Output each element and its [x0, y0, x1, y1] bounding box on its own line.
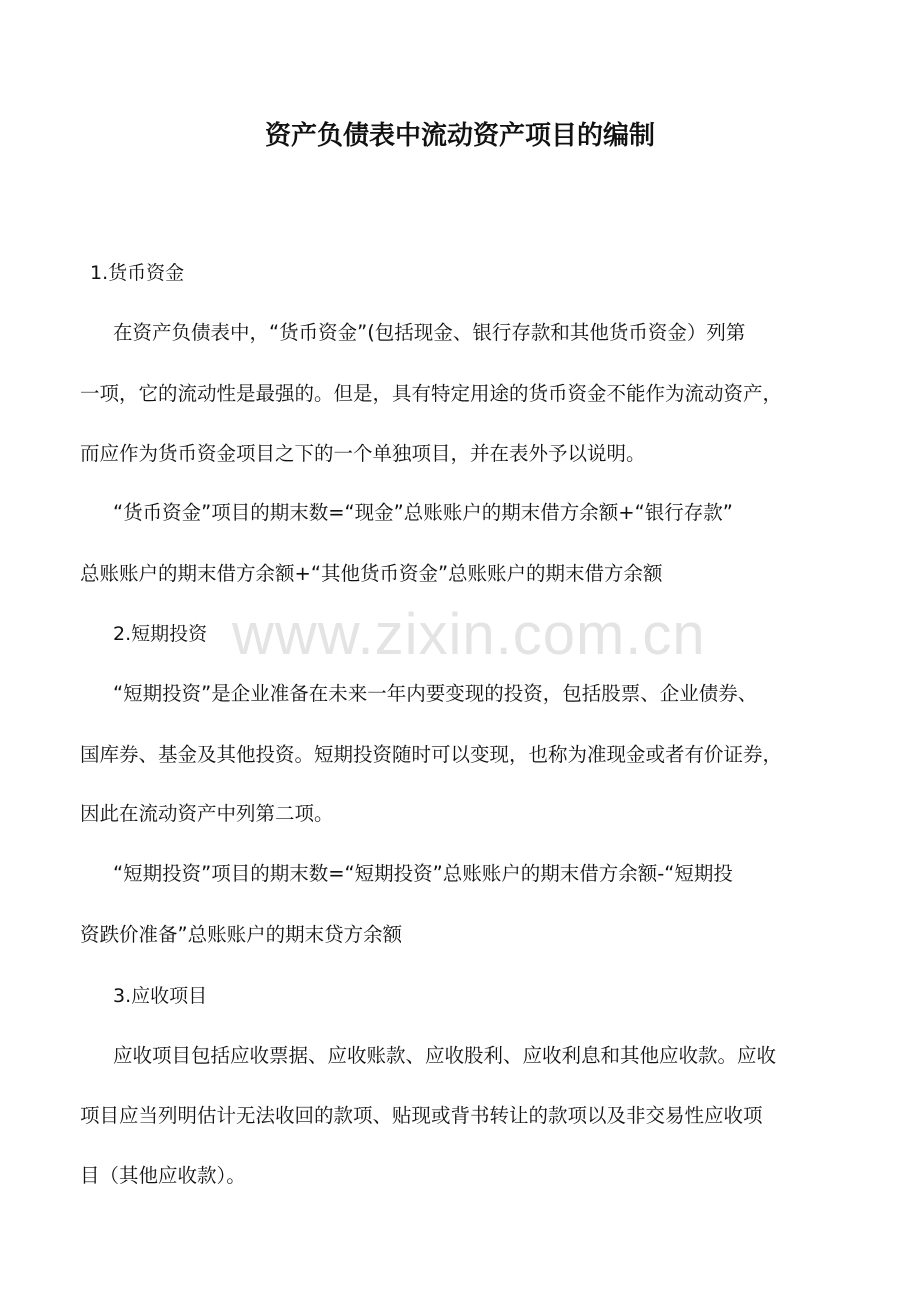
formula-line: 资跌价准备”总账账户的期末贷方余额: [80, 923, 403, 946]
paragraph-line: 目（其他应收款）。: [80, 1164, 246, 1187]
section-heading-receivables: 3.应收项目: [113, 985, 208, 1007]
section-heading-cash: 1.货币资金: [90, 262, 185, 284]
section-heading-short-term-investment: 2.短期投资: [113, 623, 208, 645]
document-title: 资产负债表中流动资产项目的编制: [264, 121, 655, 151]
paragraph-line: 因此在流动资产中列第二项。: [80, 802, 334, 825]
paragraph-line: 项目应当列明估计无法收回的款项、贴现或背书转让的款项以及非交易性应收项: [80, 1104, 763, 1127]
paragraph-line: 在资产负债表中，“货币资金”(包括现金、银行存款和其他货币资金）列第: [113, 321, 746, 344]
formula-line: “短期投资”项目的期末数=“短期投资”总账账户的期末借方余额-“短期投: [113, 862, 733, 885]
formula-line: “货币资金”项目的期末数=“现金”总账账户的期末借方余额+“银行存款”: [113, 501, 733, 524]
paragraph-line: “短期投资”是企业准备在未来一年内要变现的投资，包括股票、企业债券、: [113, 682, 758, 705]
formula-line: 总账账户的期末借方余额+“其他货币资金”总账账户的期末借方余额: [80, 562, 663, 585]
watermark: www.zixin.com.cn: [232, 602, 706, 667]
paragraph-line: 一项，它的流动性是最强的。但是，具有特定用途的货币资金不能作为流动资产，: [80, 382, 783, 405]
paragraph-line: 而应作为货币资金项目之下的一个单独项目，并在表外予以说明。: [80, 442, 646, 465]
paragraph-line: 应收项目包括应收票据、应收账款、应收股利、应收利息和其他应收款。应收: [113, 1044, 777, 1067]
paragraph-line: 国库券、基金及其他投资。短期投资随时可以变现，也称为准现金或者有价证券，: [80, 743, 783, 766]
